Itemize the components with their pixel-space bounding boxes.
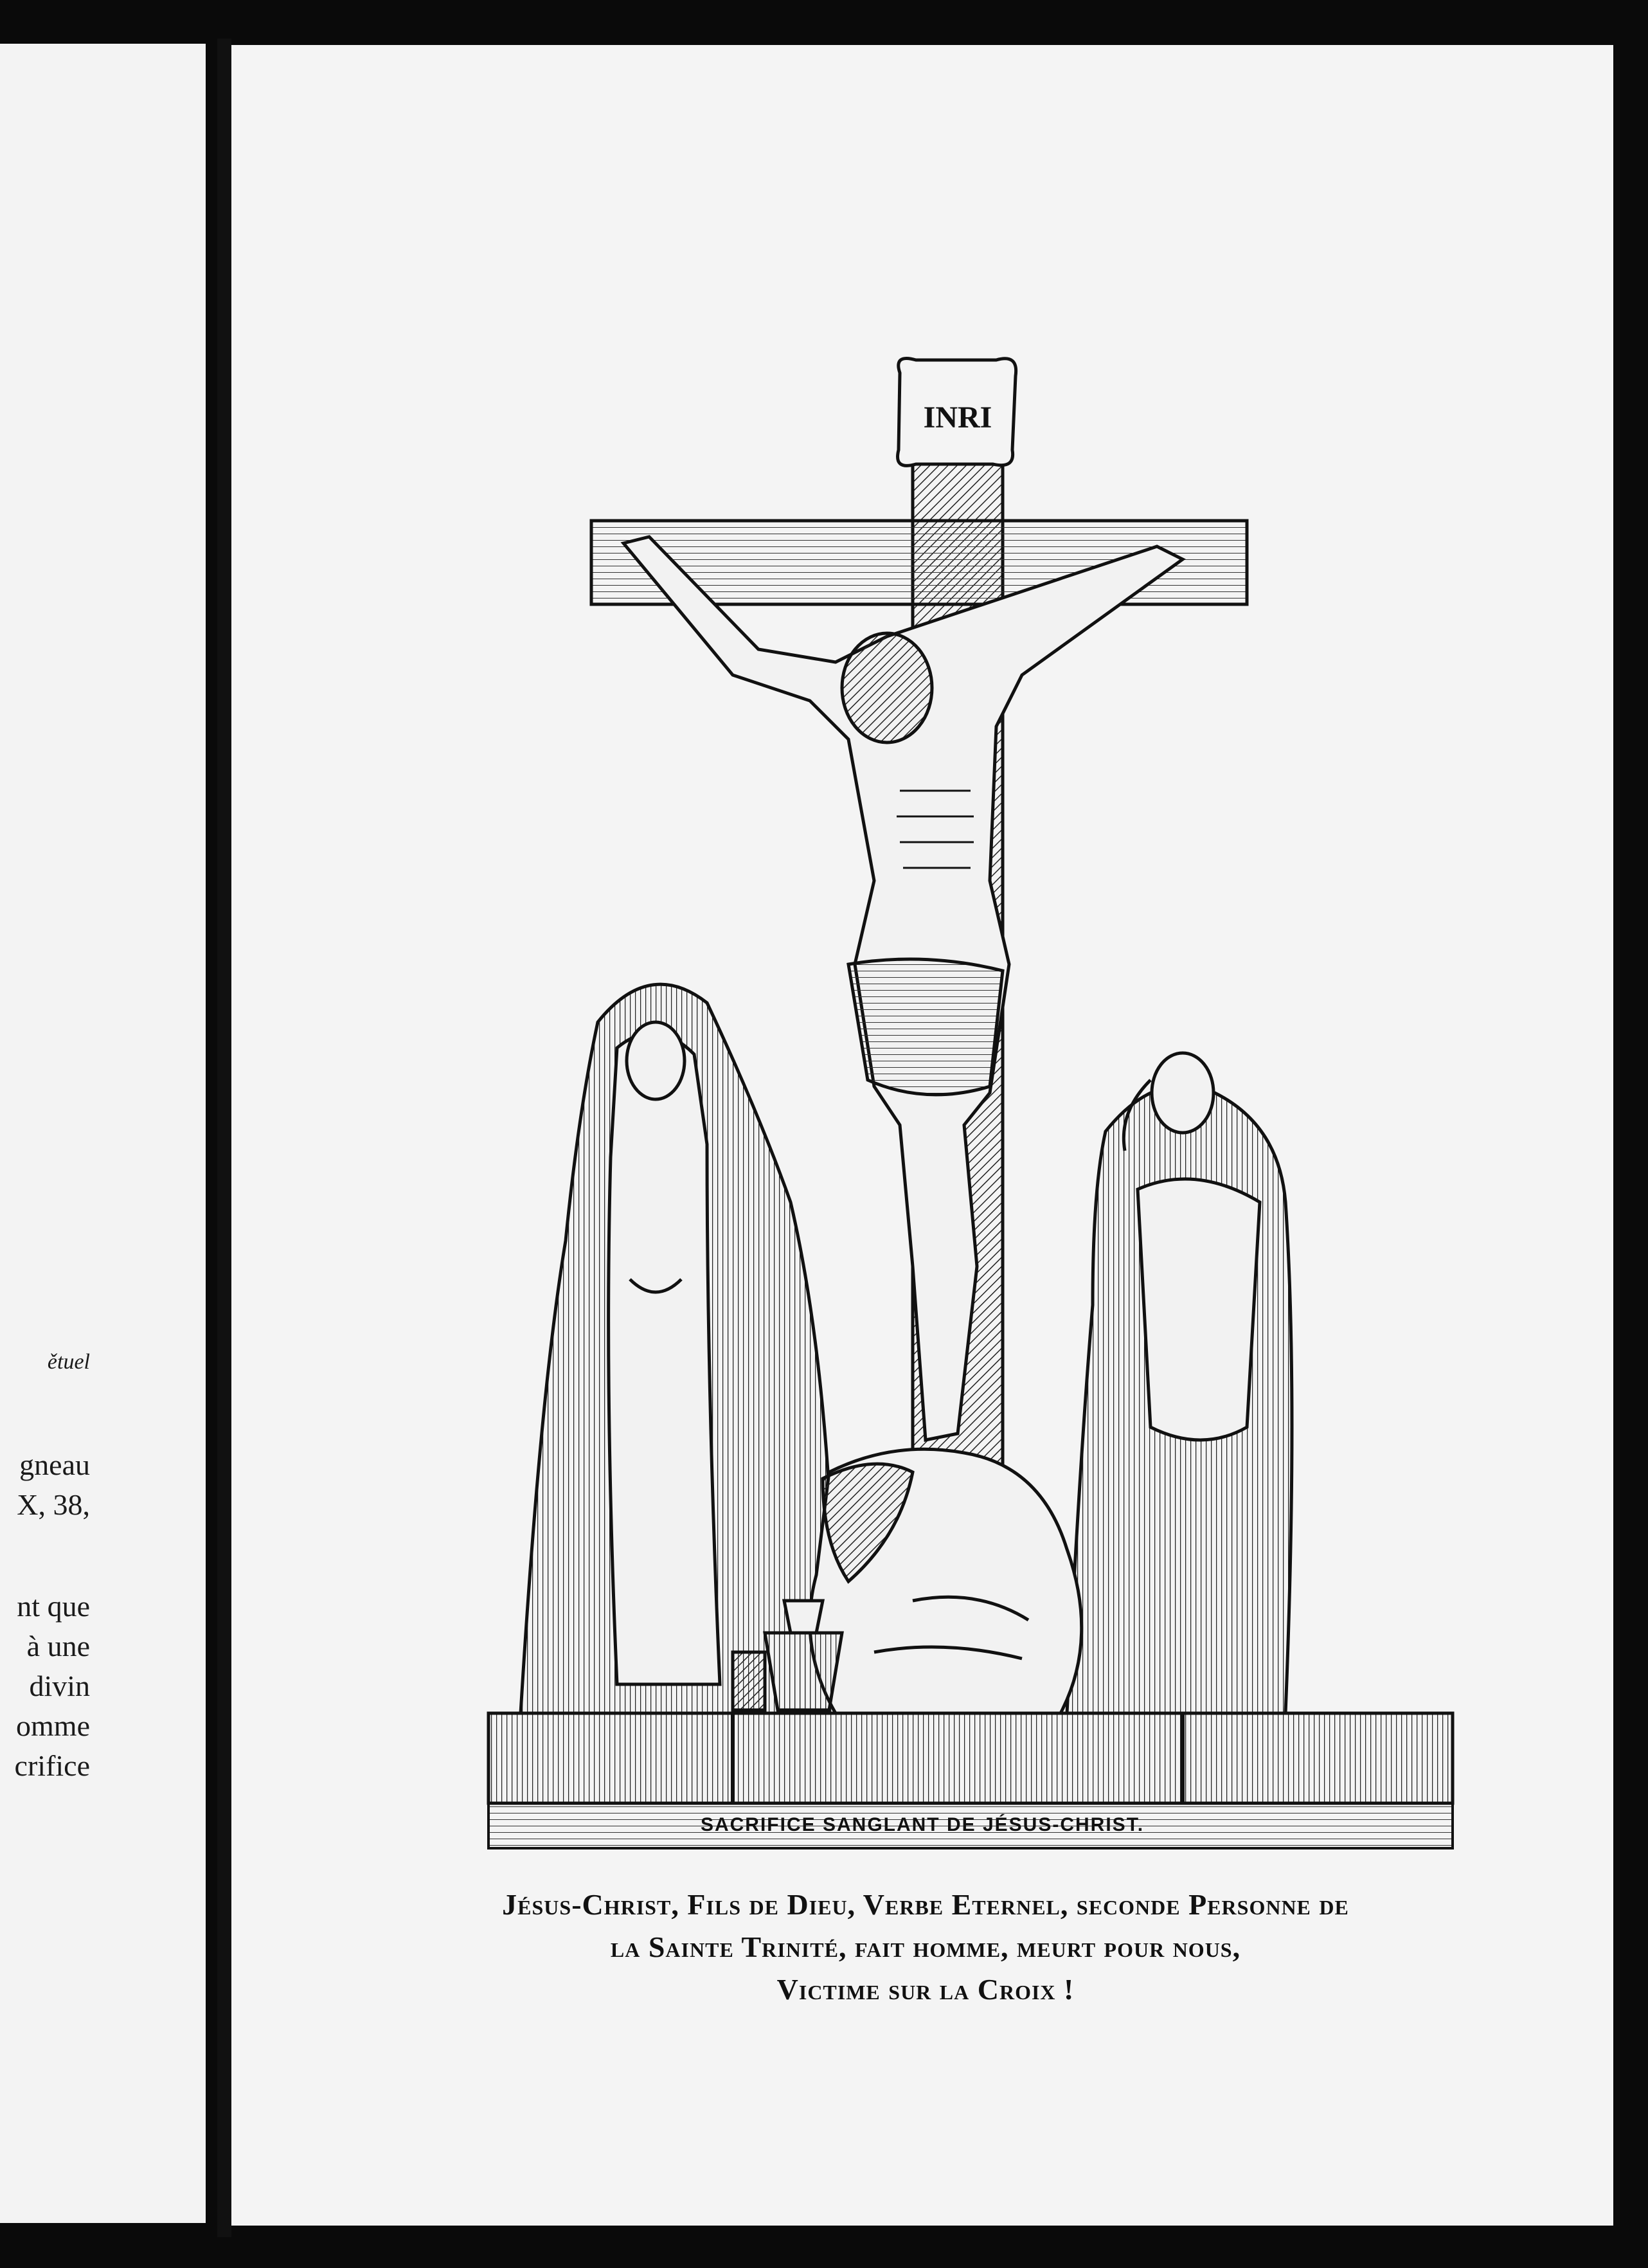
- left-page: [0, 44, 206, 2223]
- standing-figure-right: [1067, 1053, 1292, 1713]
- left-line: divin: [29, 1670, 90, 1702]
- caption-description: [321, 1884, 1530, 2011]
- caption-line: la Sainte Trinité, fait homme, meurt pour nous,: [610, 1931, 1241, 1963]
- inri-text: INRI: [923, 401, 992, 435]
- book-spine-divider: [217, 39, 231, 2237]
- caption-title: SACRIFICE SANGLANT DE JÉSUS-CHRIST.: [700, 1814, 1145, 1835]
- caption-line: Victime sur la Croix !: [776, 1973, 1075, 2006]
- left-line: nt que: [17, 1590, 90, 1623]
- left-page-text-fragment-1: [0, 1342, 206, 1382]
- left-line: crifice: [14, 1749, 90, 1782]
- left-line: omme: [16, 1709, 90, 1742]
- left-page-text-fragment-3: [0, 1587, 206, 1786]
- right-page: [231, 45, 1613, 2226]
- left-page-text-fragment-2: [0, 1445, 206, 1525]
- crucifixion-engraving: [347, 302, 1568, 1890]
- caption-line: Jésus-Christ, Fils de Dieu, Verbe Eternel, seconde Personne de: [502, 1888, 1349, 1921]
- left-line: à une: [26, 1630, 90, 1662]
- left-line: ětuel: [47, 1350, 90, 1374]
- left-line: gneau: [19, 1448, 90, 1481]
- kneeling-figure: [810, 1449, 1082, 1713]
- left-line: X, 38,: [17, 1488, 90, 1521]
